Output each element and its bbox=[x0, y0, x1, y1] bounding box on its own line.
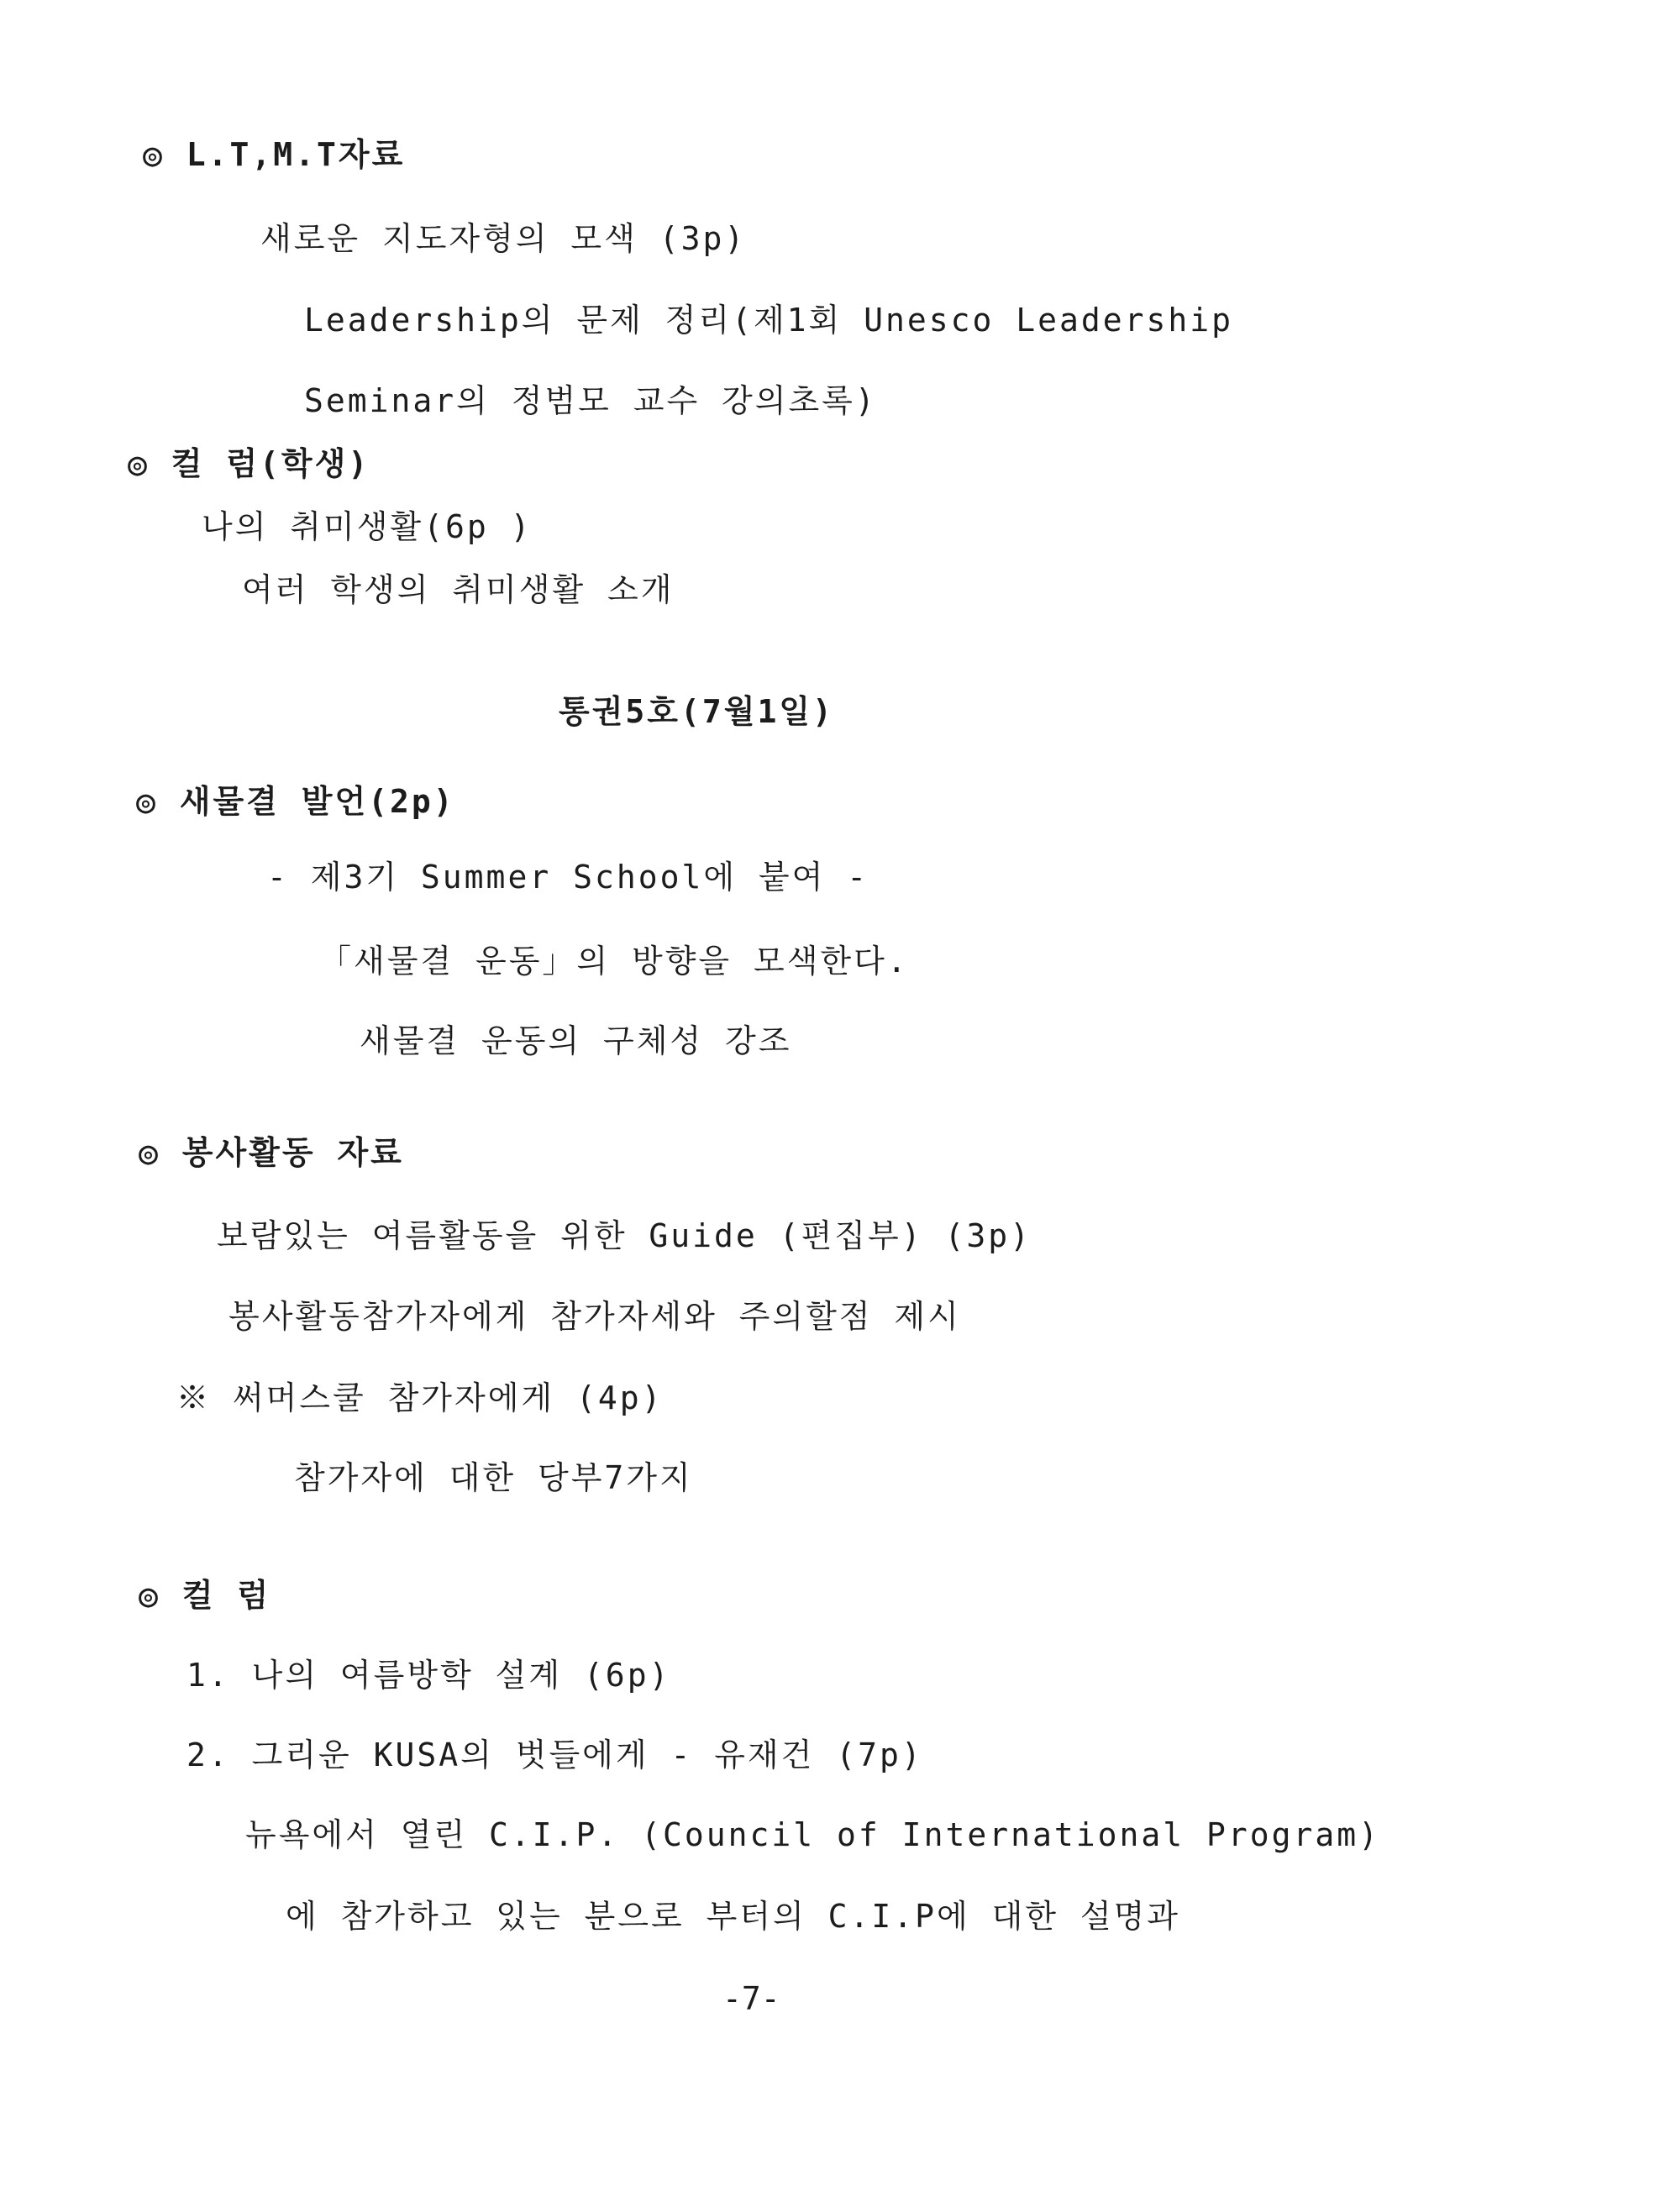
service-line-2: 봉사활동참가자에게 참가자세와 주의할점 제시 bbox=[229, 1298, 961, 1335]
column-heading: ◎ 컬 럼 bbox=[139, 1577, 271, 1614]
column-student-heading: ◎ 컬 럼(학생) bbox=[128, 445, 370, 482]
saemulgyeol-line-1: - 제3기 Summer School에 붙여 - bbox=[267, 859, 869, 896]
ltmt-line-1: 새로운 지도자형의 모색 (3p) bbox=[260, 220, 747, 257]
ltmt-line-2: Leadership의 문제 정리(제1회 Unesco Leadership bbox=[304, 302, 1234, 339]
column-student-line-2: 여러 학생의 취미생활 소개 bbox=[242, 571, 675, 608]
issue-heading: 통권5호(7월1일) bbox=[559, 693, 834, 730]
column-line-2: 2. 그리운 KUSA의 벗들에게 - 유재건 (7p) bbox=[186, 1736, 923, 1773]
ltmt-heading: ◎ L.T,M.T자료 bbox=[143, 136, 406, 173]
ltmt-line-3: Seminar의 정범모 교수 강의초록) bbox=[304, 382, 877, 419]
saemulgyeol-line-2: 「새물결 운동」의 방향을 모색한다. bbox=[319, 943, 909, 980]
service-note-line-1: 참가자에 대한 당부7가지 bbox=[294, 1459, 693, 1496]
page-number: -7- bbox=[722, 1980, 780, 2017]
column-line-4: 에 참가하고 있는 분으로 부터의 C.I.P에 대한 설명과 bbox=[286, 1898, 1180, 1935]
column-line-1: 1. 나의 여름방학 설계 (6p) bbox=[186, 1657, 671, 1694]
service-note-heading: ※ 써머스쿨 참가자에게 (4p) bbox=[176, 1379, 664, 1416]
column-student-line-1: 나의 취미생활(6p ) bbox=[202, 508, 533, 545]
column-line-3: 뉴욕에서 열린 C.I.P. (Council of International Program) bbox=[245, 1816, 1380, 1853]
service-line-1: 보람있는 여름활동을 위한 Guide (편집부) (3p) bbox=[217, 1217, 1032, 1254]
saemulgyeol-heading: ◎ 새물결 발언(2p) bbox=[136, 783, 455, 820]
service-heading: ◎ 봉사활동 자료 bbox=[139, 1134, 404, 1171]
saemulgyeol-line-3: 새물결 운동의 구체성 강조 bbox=[360, 1022, 792, 1059]
